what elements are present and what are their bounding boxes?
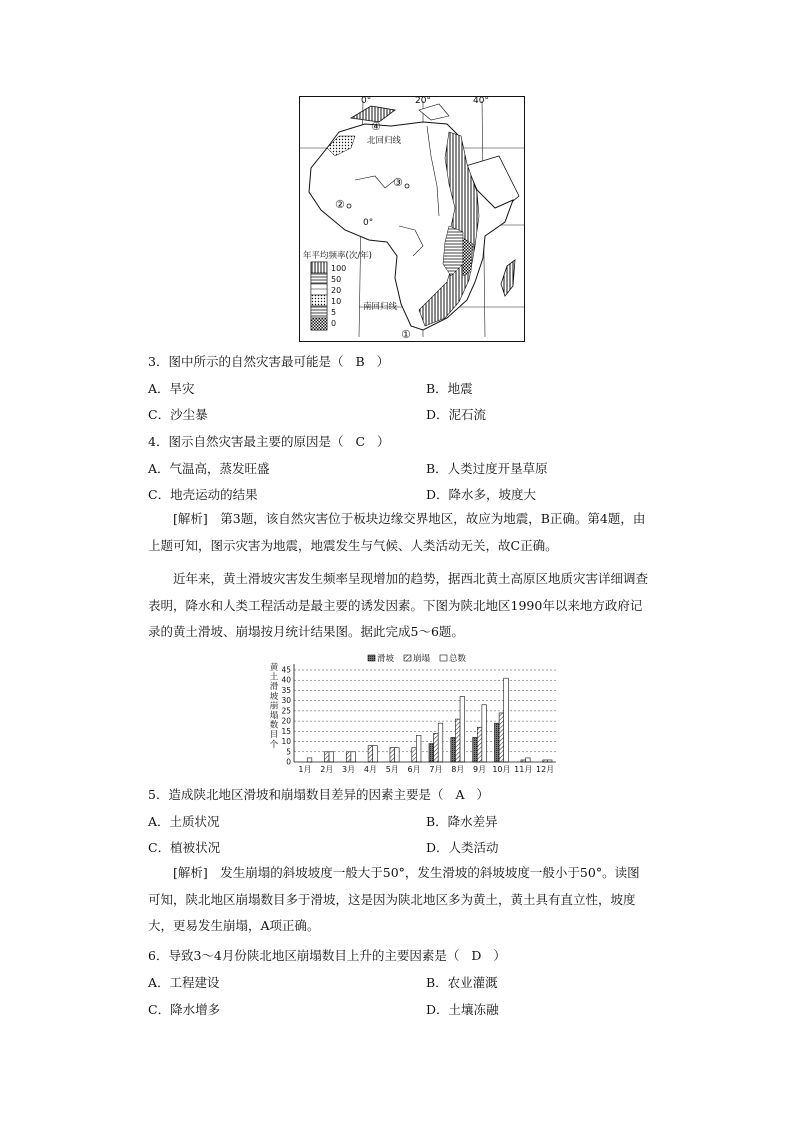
y-tick-label: 5 [286,747,291,757]
y-axis-label-char: 土 [269,672,279,683]
q6-option-a: A．工程建设 [148,975,220,990]
bar-总数 [307,758,312,762]
question-5-stem [148,787,489,803]
bar-崩塌 [499,713,504,762]
y-axis-label-char: 目 [269,730,279,741]
bar-滑坡 [473,737,478,762]
bar-总数 [351,752,356,762]
bar-总数 [460,697,465,762]
q3-stem-text: 3．图中所示的自然灾害最可能是（ [148,354,344,369]
y-axis-label-char: 坡 [269,691,279,702]
bar-总数 [373,746,378,762]
x-tick-label: 9月 [473,765,487,774]
q5-option-d: D．人类活动 [426,840,499,855]
x-tick-label: 5月 [385,765,399,774]
legend-value-100: 100 [331,264,347,273]
bar-总数 [416,735,421,762]
q5-stem-text: 5．造成陕北地区滑坡和崩塌数目差异的因素主要是（ [148,787,444,802]
x-tick-label: 12月 [535,765,555,774]
question-6-stem [148,948,506,964]
bar-崩塌 [412,748,417,762]
q6-option-c: C．降水增多 [148,1002,221,1017]
bar-崩塌 [477,727,482,762]
q5-option-c: C．植被状况 [148,840,221,855]
x-tick-label: 4月 [363,765,377,774]
bar-滑坡 [429,744,434,762]
y-tick-label: 20 [281,716,291,726]
x-tick-label: 3月 [342,765,356,774]
q6-stem-text: 6．导致3～4月份陕北地区崩塌数目上升的主要因素是（ [148,948,460,963]
bar-崩塌 [434,733,439,762]
africa-map-figure [299,96,525,342]
bar-滑坡 [451,737,456,762]
y-tick-label: 10 [281,737,291,747]
q3-option-c: C．沙尘暴 [148,407,208,422]
bar-总数 [329,752,334,762]
y-tick-label: 35 [281,685,291,695]
q5-answer: A [455,787,465,802]
x-tick-label: 2月 [320,765,334,774]
x-tick-label: 11月 [514,765,533,774]
q3-option-b: B．地震 [426,381,473,396]
q5-option-b: B．降水差异 [426,814,498,829]
q4-option-d: D．降水多，坡度大 [426,487,537,502]
bar-总数 [526,758,531,762]
q4-option-a: A．气温高，蒸发旺盛 [148,461,270,476]
x-tick-label: 7月 [429,765,443,774]
y-axis-label-char: 个 [269,739,279,750]
legend-title: 年平均频率(次/年) [303,251,372,261]
tropic-south-label: 南回归线 [363,302,398,312]
y-axis-label-char: 黄 [269,663,279,673]
question-4-stem [148,434,390,450]
marker-4: ④ [371,120,381,133]
legend-value-20: 20 [331,286,342,295]
analysis-2: [解析] 发生崩塌的斜坡坡度一般大于50°，发生滑坡的斜坡坡度一般小于50°。读图可知，陕北地区崩塌数目多于滑坡，这是因为陕北地区多为黄土，黄土具有直立性，坡度大，更易发生崩塌，A项正确。 [148,865,640,934]
y-tick-label: 25 [281,706,291,716]
legend-value-10: 10 [331,297,342,306]
q6-close: ） [493,948,506,963]
x-tick-label: 10月 [492,765,511,774]
q4-close: ） [377,434,390,449]
lon-40-label: 40° [473,96,489,106]
q4-answer: C [355,434,366,449]
y-axis-label-char: 塌 [269,711,279,721]
q3-answer: B [355,354,365,369]
bar-总数 [504,678,509,762]
lon-0-label: 0° [361,96,372,106]
q4-stem-text: 4．图示自然灾害最主要的原因是（ [148,434,344,449]
q5-option-a: A．土质状况 [148,814,220,829]
bar-崩塌 [368,746,373,762]
legend-label: 总数 [449,654,467,664]
marker-2: ② [335,198,345,211]
y-tick-label: 0 [286,757,291,767]
q3-option-a: A．旱灾 [148,381,195,396]
equator-label: 0° [363,218,374,228]
y-axis-label-char: 数 [269,720,279,731]
x-tick-label: 8月 [451,765,465,774]
legend-value-5: 5 [331,308,337,317]
q4-option-b: B．人类过度开垦草原 [426,461,548,476]
bar-崩塌 [455,719,460,762]
analysis-1: [解析] 第3题，该自然灾害位于板块边缘交界地区，故应为地震，B正确。第4题，由上题可知，图示灾害为地震，地震发生与气候、人类活动无关，故C正确。 [148,511,646,553]
q3-option-d: D．泥石流 [426,407,487,422]
legend-label: 滑坡 [377,654,395,664]
x-tick-label: 6月 [407,765,421,774]
chart-svg [264,650,564,776]
bar-滑坡 [495,723,500,762]
x-tick-label: 1月 [298,765,312,774]
marker-1: ① [401,328,411,341]
y-tick-label: 30 [281,696,291,706]
q6-option-b: B．农业灌溉 [426,975,498,990]
bar-崩塌 [390,748,395,762]
bar-总数 [395,748,400,762]
y-tick-label: 15 [281,726,291,736]
q5-close: ） [476,787,490,802]
q6-answer: D [471,948,482,963]
legend-swatch-崩塌 [404,655,411,661]
q6-option-d: D．土壤冻融 [426,1002,499,1017]
legend-value-0: 0 [331,319,337,328]
q3-close: ） [376,354,390,369]
bar-总数 [482,705,487,762]
legend-label: 崩塌 [413,654,431,664]
marker-3: ③ [393,176,403,189]
legend-swatch-总数 [440,655,447,661]
tropic-north-label: 北回归线 [367,136,402,146]
legend-swatch-滑坡 [368,655,375,661]
q4-option-c: C．地壳运动的结果 [148,487,258,502]
question-3-stem [148,354,389,370]
y-tick-label: 45 [281,665,291,675]
intro-paragraph: 近年来，黄土滑坡灾害发生频率呈现增加的趋势，据西北黄土高原区地质灾害详细调查表明，降水和人类工程活动是最主要的诱发因素。下图为陕北地区1990年以来地方政府记录的黄土滑坡、崩塌按月统计结果图。据此完成5～6题。 [148,571,649,640]
landslide-chart [264,650,564,776]
y-axis-label-char: 滑 [269,682,279,693]
bar-崩塌 [346,752,351,762]
bar-崩塌 [324,752,329,762]
lon-20-label: 20° [415,96,431,106]
y-axis-label-char: 崩 [269,701,279,712]
legend-value-50: 50 [331,275,342,284]
bar-总数 [438,723,443,762]
y-tick-label: 40 [281,675,291,685]
